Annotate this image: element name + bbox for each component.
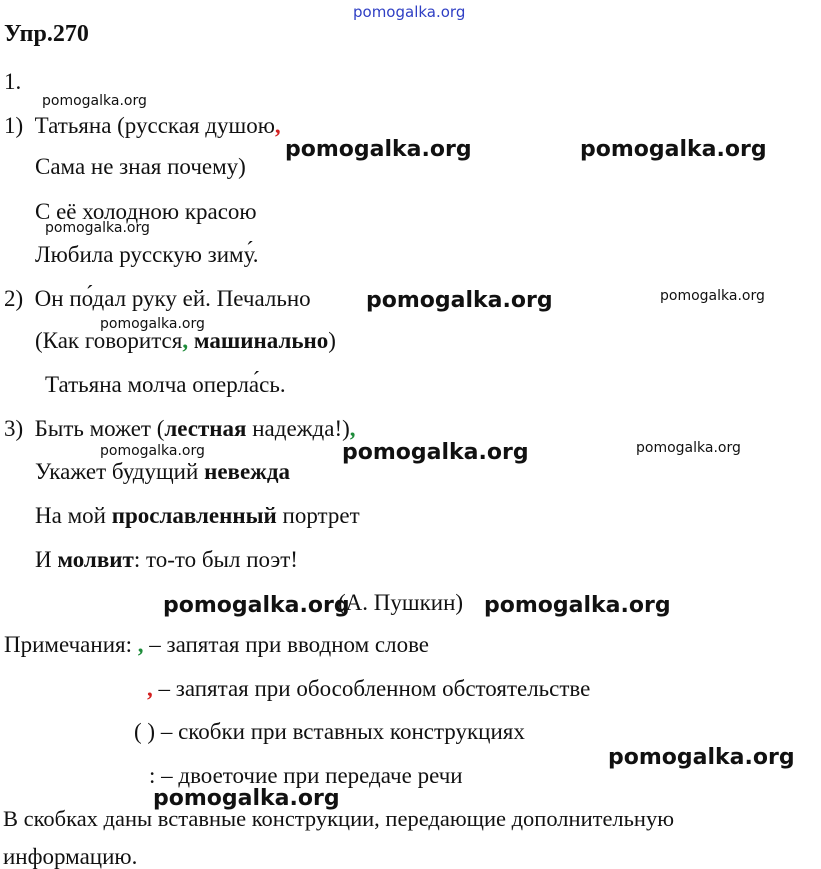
stanza1-red-comma: , xyxy=(274,113,281,138)
watermark-small: pomogalka.org xyxy=(660,288,765,304)
stanza1-line4: Любила русскую зиму́. xyxy=(35,242,259,267)
watermark-large: pomogalka.org xyxy=(484,593,671,618)
stanza1-line3: С её холодною красою xyxy=(35,199,257,224)
stanza3-line3-end: портрет xyxy=(276,503,360,528)
stanza3-line1-start: Быть может ( xyxy=(34,416,165,441)
stanza3-line2 xyxy=(35,460,290,483)
note-3: ( ) – скобки при вставных конструкциях xyxy=(134,719,525,744)
watermark-large: pomogalka.org xyxy=(608,745,795,770)
watermark-large: pomogalka.org xyxy=(163,593,350,618)
item-number: 1. xyxy=(4,69,22,94)
stanza3-line3 xyxy=(35,504,360,527)
poem-author: (А. Пушкин) xyxy=(338,590,464,615)
stanza3-line3-start: На мой xyxy=(35,503,112,528)
stanza3-bold-word3: прославленный xyxy=(111,503,277,528)
stanza2-line3: Татьяна молча оперла́сь. xyxy=(45,372,286,397)
conclusion-line2: информацию. xyxy=(3,844,138,869)
watermark-large: pomogalka.org xyxy=(153,786,340,811)
stanza3-bold-word1: лестная xyxy=(164,416,247,441)
watermark-large: pomogalka.org xyxy=(580,137,767,162)
stanza3-line4 xyxy=(35,548,298,571)
stanza1-line1 xyxy=(4,114,281,137)
stanza3-line4-end: : то-то был поэт! xyxy=(133,547,298,572)
stanza2-line2 xyxy=(35,329,336,352)
note1-text: – запятая при вводном слове xyxy=(143,632,429,657)
stanza1-line1-text: Татьяна (русская душою xyxy=(34,113,275,138)
stanza2-line2-end: ) xyxy=(328,328,336,353)
watermark-small: pomogalka.org xyxy=(45,220,150,236)
stanza2-line2-start: (Как говорится xyxy=(35,328,183,353)
note-4: : – двоеточие при передаче речи xyxy=(149,763,463,788)
stanza1-line2: Сама не зная почему) xyxy=(35,154,246,179)
watermark-small: pomogalka.org xyxy=(100,316,205,332)
exercise-title: Упр.270 xyxy=(4,21,89,47)
watermark-small: pomogalka.org xyxy=(42,93,147,109)
stanza1-number: 1) xyxy=(4,113,24,138)
watermark-large: pomogalka.org xyxy=(285,137,472,162)
stanza3-bold-word4: молвит xyxy=(57,547,134,572)
watermark-small: pomogalka.org xyxy=(100,443,205,459)
stanza3-line1 xyxy=(4,417,356,440)
stanza3-line1-end: надежда!) xyxy=(246,416,350,441)
watermark-small: pomogalka.org xyxy=(636,440,741,456)
note-2 xyxy=(147,677,590,700)
note1-green-mark: , xyxy=(137,632,144,657)
stanza3-number: 3) xyxy=(4,416,24,441)
note2-red-mark: , xyxy=(147,676,153,701)
stanza3-green-comma: , xyxy=(349,416,356,441)
watermark-top: pomogalka.org xyxy=(353,3,466,21)
stanza2-bold-word: машинально xyxy=(193,328,329,353)
note-1 xyxy=(4,633,429,656)
watermark-large: pomogalka.org xyxy=(366,288,553,313)
stanza2-green-comma: , xyxy=(182,328,189,353)
stanza2-line1 xyxy=(4,287,311,310)
stanza3-bold-word2: невежда xyxy=(204,459,290,484)
stanza2-line1-text: Он по́дал руку ей. Печально xyxy=(34,286,311,311)
stanza3-line2-start: Укажет будущий xyxy=(35,459,205,484)
watermark-large: pomogalka.org xyxy=(342,440,529,465)
note2-text: – запятая при обособленном обстоятельстве xyxy=(152,676,591,701)
stanza2-number: 2) xyxy=(4,286,24,311)
notes-label: Примечания: xyxy=(4,632,138,657)
conclusion-line1: В скобках даны вставные конструкции, передающие дополнительную xyxy=(3,806,675,831)
stanza3-line4-start: И xyxy=(35,547,58,572)
